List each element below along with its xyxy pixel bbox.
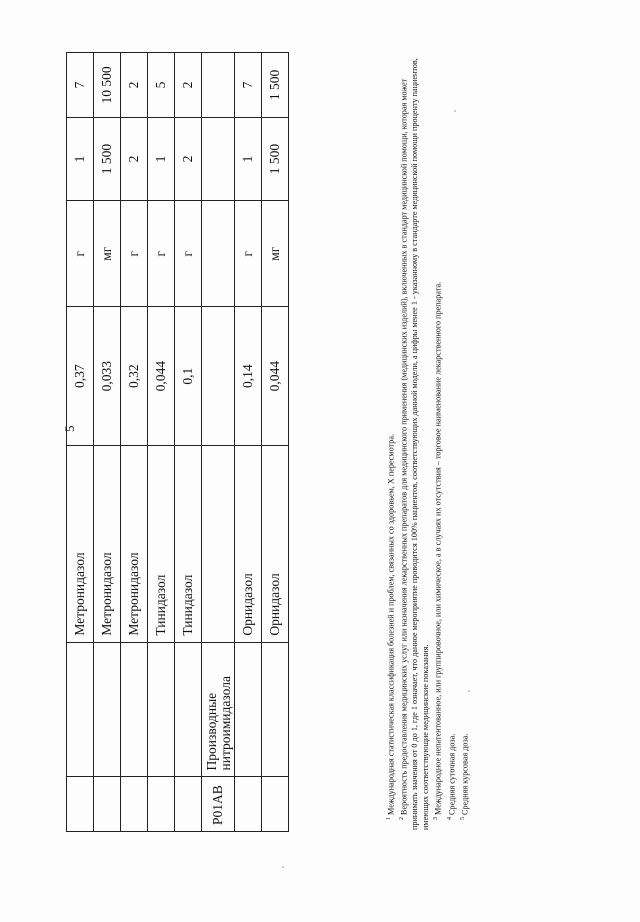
daily-dose-cell: 1 [235,117,262,200]
probability-cell: 0,044 [148,307,175,446]
probability-cell: 0,37 [67,307,94,446]
course-dose-cell: 10 500 [94,53,121,118]
footnote-text: Средняя суточная доза. [447,733,457,815]
atc-code-cell: P01AB [202,777,235,832]
drug-name-cell: Метронидазол [121,446,148,643]
drug-name-cell [202,446,235,643]
table-row [175,53,202,832]
daily-dose-cell: 1 [67,117,94,200]
medication-table [66,52,289,832]
footnote-mark: 5 [459,817,466,820]
scan-speck [282,866,284,868]
atc-code-cell [67,777,94,832]
unit-cell: г [121,201,148,307]
unit-cell: г [175,201,202,307]
scan-speck [454,110,456,112]
daily-dose-cell: 2 [175,117,202,200]
unit-cell [202,201,235,307]
course-dose-cell: 5 [148,53,175,118]
atc-code-cell [148,777,175,832]
footnotes [384,50,471,830]
daily-dose-cell: 1 [148,117,175,200]
group-cell [67,642,94,777]
drug-name-cell: Метронидазол [94,446,121,643]
table-row-group-header [202,53,235,832]
footnote-2 [397,50,431,830]
rotated-content [66,52,470,832]
footnote-5 [458,50,471,830]
scan-speck [468,690,470,692]
footnote-mark: 2 [399,817,406,820]
footnote-4 [445,50,458,830]
unit-cell: мг [94,201,121,307]
footnote-mark: 1 [386,817,392,820]
drug-name-cell: Орнидазол [262,446,289,643]
footnote-text: Средняя курсовая доза. [460,733,470,815]
table-row [148,53,175,832]
footnote-text: Международная статистическая классификация болезней и проблем, связанных со здоровьем, X пересмотра. [386,433,396,815]
footnote-text: Вероятность предоставления медицинских услуг или назначения лекарственных препаратов для медицинского применения (медицинских изделий), включенных в стандарт медицинской помощи, которая может принимать значения от 0 до 1, где 1 означает, что данное мероприятие проводится 100% пациентов, соответствующих данной модели, а цифры менее 1 - указанному в стандарте медицинской помощи проценту пациентов, имеющих соответствующие медицинские показания. [399,58,430,830]
group-cell [94,642,121,777]
atc-code-cell [175,777,202,832]
drug-name-cell: Метронидазол [67,446,94,643]
unit-cell: г [148,201,175,307]
atc-code-cell [262,777,289,832]
course-dose-cell: 2 [175,53,202,118]
probability-cell: 0,033 [94,307,121,446]
table-row [67,53,94,832]
unit-cell: мг [262,201,289,307]
probability-cell: 0,044 [262,307,289,446]
atc-code-cell [235,777,262,832]
footnote-mark: 4 [446,817,453,820]
unit-cell: г [67,201,94,307]
group-cell [262,642,289,777]
group-cell [175,642,202,777]
group-cell [121,642,148,777]
probability-cell: 0,1 [175,307,202,446]
probability-cell: 0,32 [121,307,148,446]
group-cell [148,642,175,777]
table-row [94,53,121,832]
atc-code-cell [121,777,148,832]
course-dose-cell: 7 [67,53,94,118]
probability-cell [202,307,235,446]
course-dose-cell: 7 [235,53,262,118]
group-cell [235,642,262,777]
footnote-3 [431,50,444,830]
table-row [235,53,262,832]
drug-name-cell: Тинидазол [148,446,175,643]
page-number: 5 [62,425,77,432]
drug-name-cell: Орнидазол [235,446,262,643]
group-cell: Производные нитроимидазола [202,642,235,777]
course-dose-cell [202,53,235,118]
footnote-mark: 3 [433,817,440,820]
daily-dose-cell: 1 500 [94,117,121,200]
unit-cell: г [235,201,262,307]
probability-cell: 0,14 [235,307,262,446]
daily-dose-cell: 2 [121,117,148,200]
atc-code-cell [94,777,121,832]
daily-dose-cell [202,117,235,200]
footnote-text: Международное непатентованное, или группировочное, или химическое, а в случаях их отсутствия – торговое наименование лекарственного препарата. [434,281,444,815]
drug-name-cell: Тинидазол [175,446,202,643]
footnote-1 [384,50,397,830]
table-row [262,53,289,832]
course-dose-cell: 1 500 [262,53,289,118]
table-row [121,53,148,832]
daily-dose-cell: 1 500 [262,117,289,200]
course-dose-cell: 2 [121,53,148,118]
